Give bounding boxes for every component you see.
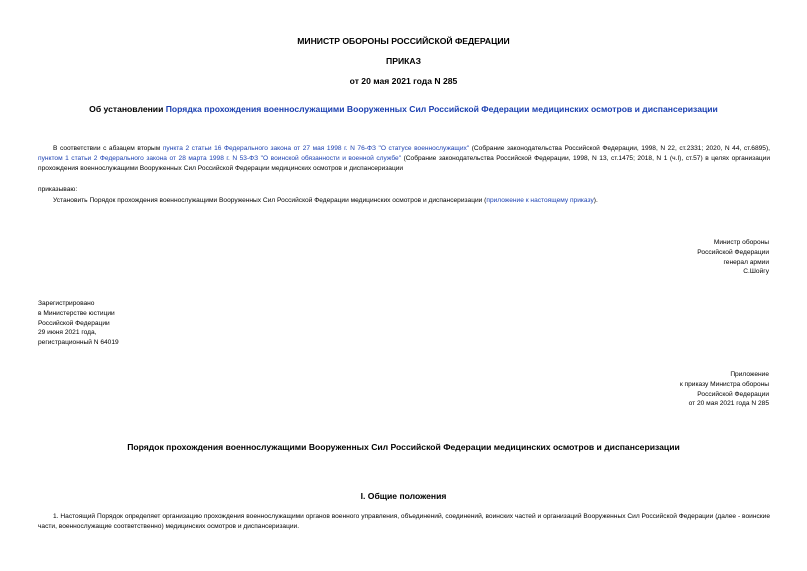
signature-line: Российской Федерации	[697, 248, 769, 256]
preamble-text-1: В соответствии с абзацем вторым	[53, 145, 163, 152]
preamble-text-3: (Собрание законодательства Российской Федерации, 1998, N 13, ст.1475; 2018, N 1 (ч.I), ст.57) в целях организации прохождения военнослужащими Вооруженных Сил Российской Федерации медицинских осмотров и диспансеризации	[38, 154, 771, 172]
registration-line: Российской Федерации	[38, 319, 110, 327]
appendix-line: от 20 мая 2021 года N 285	[688, 400, 769, 408]
decree-end: ).	[593, 197, 598, 204]
preamble-paragraph	[38, 144, 770, 173]
order-type-heading: ПРИКАЗ	[386, 56, 421, 66]
document-title	[0, 104, 807, 114]
document-title-link[interactable]: Порядка прохождения военнослужащими Вооруженных Сил Российской Федерации медицинских осмотров и диспансеризации	[165, 104, 718, 114]
law-53-fz-link[interactable]: пунктом 1 статьи 2 Федерального закона от 28 марта 1998 г. N 53-ФЗ "О воинской обязанности и военной службе"	[38, 154, 402, 162]
signature-line: С.Шойгу	[743, 268, 769, 276]
order-date-heading: от 20 мая 2021 года N 285	[349, 76, 458, 86]
registration-line: 29 июня 2021 года,	[38, 329, 97, 337]
preamble-text-2: (Собрание законодательства Российской Федерации, 1998, N 22, ст.2331; 2020, N 44, ст.6895),	[469, 145, 770, 152]
section-heading: I. Общие положения	[360, 491, 447, 501]
law-76-fz-link[interactable]: пункта 2 статьи 16 Федерального закона от 27 мая 1998 г. N 76-ФЗ "О статусе военнослужащих"	[162, 145, 470, 152]
signature-line: генерал армии	[723, 258, 769, 266]
appendix-line: Приложение	[730, 371, 769, 378]
decree-word: приказываю:	[38, 186, 78, 193]
signature-block	[697, 238, 769, 277]
minister-heading: МИНИСТР ОБОРОНЫ РОССИЙСКОЙ ФЕДЕРАЦИИ	[297, 36, 510, 46]
registration-line: в Министерстве юстиции	[38, 309, 115, 317]
section-paragraph-1: 1. Настоящий Порядок определяет организацию прохождения военнослужащими органов военного управления, объединений, соединений, воинских частей и организаций Вооруженных Сил Российской Федерации (далее - воинские части, военнослужащие соответственно) медицинских осмотров и диспансеризации.	[38, 513, 770, 530]
procedure-title: Порядок прохождения военнослужащими Вооруженных Сил Российской Федерации медицинских осмотров и диспансеризации	[127, 442, 680, 452]
decree-text: Установить Порядок прохождения военнослужащими Вооруженных Сил Российской Федерации медицинских осмотров и диспансеризации (	[53, 197, 487, 204]
appendix-line: к приказу Министра обороны	[679, 380, 769, 388]
registration-line: Зарегистрировано	[38, 300, 95, 307]
registration-block	[38, 299, 119, 348]
appendix-line: Российской Федерации	[697, 390, 769, 398]
appendix-link[interactable]: приложение к настоящему приказу	[486, 197, 594, 204]
document-title-prefix: Об установлении	[89, 104, 166, 114]
decree-paragraph	[38, 196, 770, 206]
signature-line: Министр обороны	[713, 239, 769, 246]
registration-line: регистрационный N 64019	[38, 339, 119, 347]
appendix-block	[680, 370, 769, 409]
